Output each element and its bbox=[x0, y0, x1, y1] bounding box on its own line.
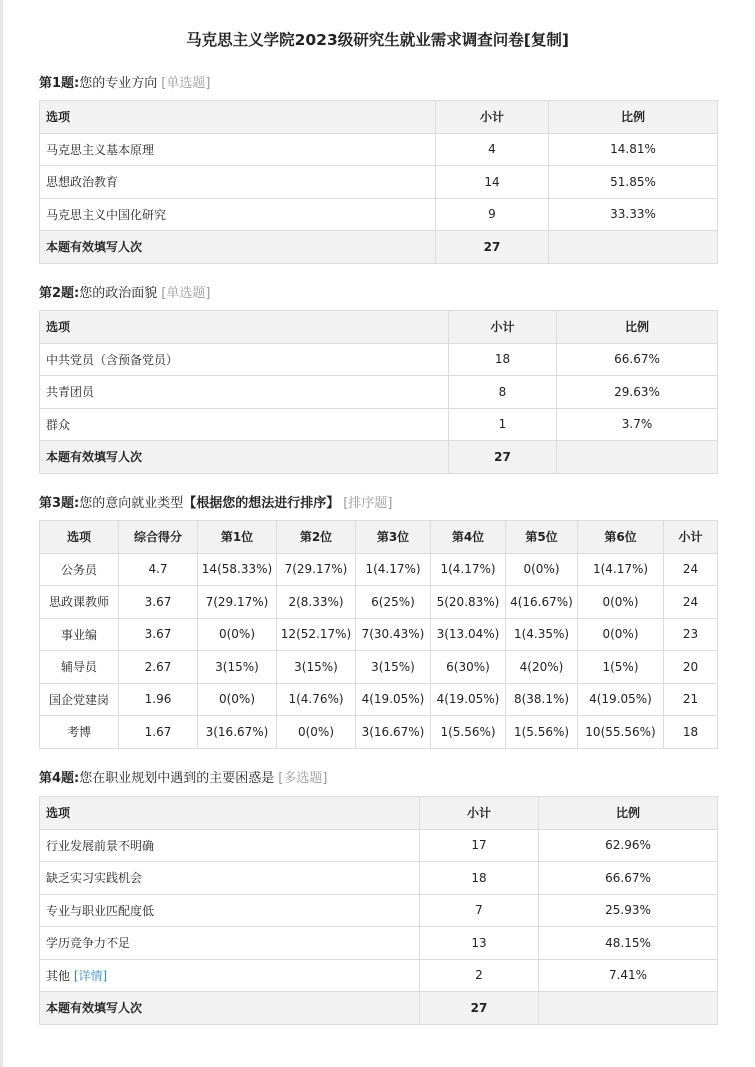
total-empty-cell bbox=[557, 441, 718, 474]
table-row bbox=[40, 716, 718, 749]
header-score: 综合得分 bbox=[119, 521, 198, 554]
percent-cell: 33.33% bbox=[549, 198, 718, 231]
rank-5-cell: 4(16.67%) bbox=[506, 586, 578, 619]
total-row bbox=[40, 992, 718, 1025]
option-cell bbox=[40, 959, 420, 992]
count-cell: 2 bbox=[420, 959, 539, 992]
q1-heading bbox=[39, 72, 210, 91]
rank-6-cell: 1(5%) bbox=[578, 651, 664, 684]
header-count: 小计 bbox=[420, 797, 539, 830]
rank-3-cell: 4(19.05%) bbox=[356, 683, 431, 716]
rank-4-cell: 1(4.17%) bbox=[431, 553, 506, 586]
q3-text: 您的意向就业类型 bbox=[79, 496, 184, 511]
total-row bbox=[40, 441, 718, 474]
table-row bbox=[40, 829, 718, 862]
percent-cell: 14.81% bbox=[549, 133, 718, 166]
table-row bbox=[40, 376, 718, 409]
header-option: 选项 bbox=[40, 521, 119, 554]
table-row bbox=[40, 618, 718, 651]
header-percent: 比例 bbox=[557, 311, 718, 344]
header-option: 选项 bbox=[40, 101, 436, 134]
count-cell: 21 bbox=[664, 683, 718, 716]
rank-1-cell: 14(58.33%) bbox=[198, 553, 277, 586]
rank-6-cell: 0(0%) bbox=[578, 586, 664, 619]
header-option: 选项 bbox=[40, 797, 420, 830]
q2-table bbox=[39, 310, 718, 474]
option-cell: 中共党员（含预备党员） bbox=[40, 343, 449, 376]
count-cell: 1 bbox=[449, 408, 557, 441]
table-row bbox=[40, 894, 718, 927]
score-cell: 2.67 bbox=[119, 651, 198, 684]
q3-table bbox=[39, 520, 718, 749]
count-cell: 9 bbox=[436, 198, 549, 231]
total-empty-cell bbox=[539, 992, 718, 1025]
rank-6-cell: 4(19.05%) bbox=[578, 683, 664, 716]
q1-type: [单选题] bbox=[161, 76, 211, 91]
rank-5-cell: 8(38.1%) bbox=[506, 683, 578, 716]
table-row bbox=[40, 166, 718, 199]
q1-text: 您的专业方向 bbox=[79, 76, 158, 91]
q4-table bbox=[39, 796, 718, 1025]
header-rank-6: 第6位 bbox=[578, 521, 664, 554]
header-count: 小计 bbox=[664, 521, 718, 554]
page-left-border bbox=[0, 0, 3, 1067]
rank-3-cell: 7(30.43%) bbox=[356, 618, 431, 651]
table-header-row bbox=[40, 311, 718, 344]
option-cell: 行业发展前景不明确 bbox=[40, 829, 420, 862]
option-cell: 群众 bbox=[40, 408, 449, 441]
rank-6-cell: 0(0%) bbox=[578, 618, 664, 651]
option-cell: 共青团员 bbox=[40, 376, 449, 409]
table-row bbox=[40, 862, 718, 895]
count-cell: 18 bbox=[449, 343, 557, 376]
count-cell: 14 bbox=[436, 166, 549, 199]
total-label: 本题有效填写人次 bbox=[40, 441, 449, 474]
page-title: 马克思主义学院2023级研究生就业需求调查问卷[复制] bbox=[186, 31, 569, 49]
table-row bbox=[40, 408, 718, 441]
q2-type: [单选题] bbox=[161, 286, 211, 301]
rank-1-cell: 0(0%) bbox=[198, 683, 277, 716]
total-count: 27 bbox=[436, 231, 549, 264]
rank-2-cell: 12(52.17%) bbox=[277, 618, 356, 651]
rank-3-cell: 1(4.17%) bbox=[356, 553, 431, 586]
rank-3-cell: 3(15%) bbox=[356, 651, 431, 684]
percent-cell: 29.63% bbox=[557, 376, 718, 409]
table-header-row bbox=[40, 797, 718, 830]
rank-6-cell: 10(55.56%) bbox=[578, 716, 664, 749]
q2-number: 第2题: bbox=[39, 286, 80, 301]
rank-4-cell: 6(30%) bbox=[431, 651, 506, 684]
q3-number: 第3题: bbox=[39, 496, 80, 511]
score-cell: 1.96 bbox=[119, 683, 198, 716]
score-cell: 3.67 bbox=[119, 618, 198, 651]
rank-2-cell: 1(4.76%) bbox=[277, 683, 356, 716]
count-cell: 17 bbox=[420, 829, 539, 862]
option-cell: 思政课教师 bbox=[40, 586, 119, 619]
header-count: 小计 bbox=[436, 101, 549, 134]
count-cell: 7 bbox=[420, 894, 539, 927]
rank-1-cell: 0(0%) bbox=[198, 618, 277, 651]
total-label: 本题有效填写人次 bbox=[40, 231, 436, 264]
percent-cell: 7.41% bbox=[539, 959, 718, 992]
count-cell: 24 bbox=[664, 586, 718, 619]
table-row bbox=[40, 651, 718, 684]
rank-6-cell: 1(4.17%) bbox=[578, 553, 664, 586]
header-percent: 比例 bbox=[539, 797, 718, 830]
percent-cell: 25.93% bbox=[539, 894, 718, 927]
option-cell: 缺乏实习实践机会 bbox=[40, 862, 420, 895]
rank-2-cell: 0(0%) bbox=[277, 716, 356, 749]
table-row bbox=[40, 683, 718, 716]
q2-heading bbox=[39, 282, 210, 301]
option-cell: 学历竞争力不足 bbox=[40, 927, 420, 960]
q4-type: [多选题] bbox=[278, 771, 328, 786]
percent-cell: 51.85% bbox=[549, 166, 718, 199]
total-empty-cell bbox=[549, 231, 718, 264]
rank-4-cell: 3(13.04%) bbox=[431, 618, 506, 651]
rank-5-cell: 1(5.56%) bbox=[506, 716, 578, 749]
rank-2-cell: 3(15%) bbox=[277, 651, 356, 684]
q4-heading bbox=[39, 767, 327, 786]
q3-heading bbox=[39, 492, 392, 511]
count-cell: 8 bbox=[449, 376, 557, 409]
header-rank-5: 第5位 bbox=[506, 521, 578, 554]
score-cell: 4.7 bbox=[119, 553, 198, 586]
header-rank-3: 第3位 bbox=[356, 521, 431, 554]
q3-instruction: 【根据您的想法进行排序】 bbox=[183, 496, 340, 511]
table-row bbox=[40, 133, 718, 166]
option-cell: 马克思主义中国化研究 bbox=[40, 198, 436, 231]
rank-2-cell: 7(29.17%) bbox=[277, 553, 356, 586]
rank-4-cell: 1(5.56%) bbox=[431, 716, 506, 749]
detail-link[interactable]: [详情] bbox=[73, 968, 108, 983]
percent-cell: 66.67% bbox=[539, 862, 718, 895]
table-header-row bbox=[40, 101, 718, 134]
table-row bbox=[40, 343, 718, 376]
q4-number: 第4题: bbox=[39, 771, 80, 786]
rank-1-cell: 7(29.17%) bbox=[198, 586, 277, 619]
rank-5-cell: 4(20%) bbox=[506, 651, 578, 684]
option-cell: 思想政治教育 bbox=[40, 166, 436, 199]
table-row bbox=[40, 959, 718, 992]
option-other-label: 其他 bbox=[46, 968, 71, 983]
header-rank-1: 第1位 bbox=[198, 521, 277, 554]
total-count: 27 bbox=[449, 441, 557, 474]
rank-2-cell: 2(8.33%) bbox=[277, 586, 356, 619]
count-cell: 13 bbox=[420, 927, 539, 960]
option-cell: 辅导员 bbox=[40, 651, 119, 684]
header-rank-2: 第2位 bbox=[277, 521, 356, 554]
table-row bbox=[40, 927, 718, 960]
table-row bbox=[40, 553, 718, 586]
total-row bbox=[40, 231, 718, 264]
rank-4-cell: 5(20.83%) bbox=[431, 586, 506, 619]
rank-5-cell: 1(4.35%) bbox=[506, 618, 578, 651]
percent-cell: 3.7% bbox=[557, 408, 718, 441]
header-percent: 比例 bbox=[549, 101, 718, 134]
percent-cell: 48.15% bbox=[539, 927, 718, 960]
option-cell: 事业编 bbox=[40, 618, 119, 651]
option-cell: 专业与职业匹配度低 bbox=[40, 894, 420, 927]
rank-5-cell: 0(0%) bbox=[506, 553, 578, 586]
count-cell: 18 bbox=[420, 862, 539, 895]
option-cell: 公务员 bbox=[40, 553, 119, 586]
score-cell: 3.67 bbox=[119, 586, 198, 619]
rank-1-cell: 3(16.67%) bbox=[198, 716, 277, 749]
table-row bbox=[40, 198, 718, 231]
score-cell: 1.67 bbox=[119, 716, 198, 749]
header-option: 选项 bbox=[40, 311, 449, 344]
count-cell: 4 bbox=[436, 133, 549, 166]
q3-type: [排序题] bbox=[343, 496, 393, 511]
count-cell: 20 bbox=[664, 651, 718, 684]
count-cell: 23 bbox=[664, 618, 718, 651]
option-cell: 考博 bbox=[40, 716, 119, 749]
rank-3-cell: 6(25%) bbox=[356, 586, 431, 619]
count-cell: 18 bbox=[664, 716, 718, 749]
table-row bbox=[40, 586, 718, 619]
option-cell: 马克思主义基本原理 bbox=[40, 133, 436, 166]
percent-cell: 66.67% bbox=[557, 343, 718, 376]
rank-3-cell: 3(16.67%) bbox=[356, 716, 431, 749]
total-count: 27 bbox=[420, 992, 539, 1025]
header-rank-4: 第4位 bbox=[431, 521, 506, 554]
total-label: 本题有效填写人次 bbox=[40, 992, 420, 1025]
q4-text: 您在职业规划中遇到的主要困惑是 bbox=[79, 771, 275, 786]
rank-1-cell: 3(15%) bbox=[198, 651, 277, 684]
q1-number: 第1题: bbox=[39, 76, 80, 91]
q1-table bbox=[39, 100, 718, 264]
option-cell: 国企党建岗 bbox=[40, 683, 119, 716]
q2-text: 您的政治面貌 bbox=[79, 286, 158, 301]
percent-cell: 62.96% bbox=[539, 829, 718, 862]
count-cell: 24 bbox=[664, 553, 718, 586]
header-count: 小计 bbox=[449, 311, 557, 344]
rank-4-cell: 4(19.05%) bbox=[431, 683, 506, 716]
table-header-row bbox=[40, 521, 718, 554]
